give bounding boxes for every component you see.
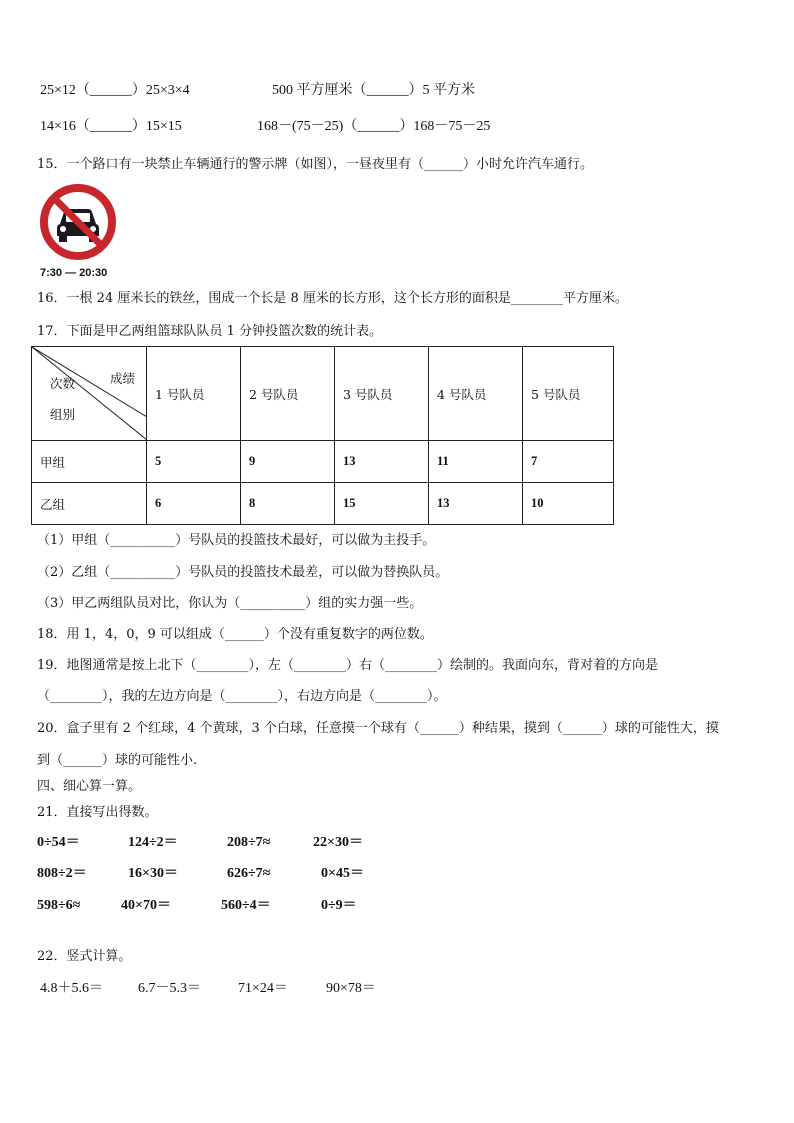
- corner-label-score: 成绩: [110, 371, 136, 386]
- table-cell: 6: [147, 483, 241, 525]
- question-17: 17．下面是甲乙两组篮球队队员 1 分钟投篮次数的统计表。: [37, 324, 383, 339]
- compare-2b: 168－(75－25)（______）168－75－25: [257, 119, 491, 134]
- question-17-sub-3: （3）甲乙两组队员对比，你认为（__________）组的实力强一些。: [37, 596, 423, 611]
- calc-item: 22×30＝: [313, 835, 363, 850]
- table-cell: 8: [241, 483, 335, 525]
- calc-item: 0÷9＝: [321, 898, 357, 913]
- stats-table: [31, 346, 614, 525]
- header-cell: 3 号队员: [335, 347, 429, 441]
- table-row: [32, 483, 614, 525]
- vertical-calc-item: 4.8＋5.6＝: [40, 981, 103, 996]
- table-corner-cell: [32, 347, 147, 441]
- corner-label-count: 次数: [50, 376, 76, 391]
- table-cell: 15: [335, 483, 429, 525]
- header-cell: 4 号队员: [429, 347, 523, 441]
- question-22-title: 22．竖式计算。: [37, 949, 132, 964]
- calc-item: 40×70＝: [121, 898, 171, 913]
- table-cell: 10: [523, 483, 614, 525]
- calc-item: 0÷54＝: [37, 835, 80, 850]
- compare-1b: 500 平方厘米（______）5 平方米: [272, 83, 475, 98]
- calc-item: 808÷2＝: [37, 866, 87, 881]
- question-16: 16．一根 24 厘米长的铁丝，围成一个长是 8 厘米的长方形，这个长方形的面积是________平方厘米。: [37, 291, 628, 306]
- question-19-line-2: （________），我的左边方向是（________），右边方向是（________）。: [37, 689, 447, 704]
- table-cell: 13: [335, 441, 429, 483]
- table-header-row: [32, 347, 614, 441]
- calc-item: 16×30＝: [128, 866, 178, 881]
- calc-item: 598÷6≈: [37, 898, 81, 913]
- group-label: 甲组: [32, 441, 147, 483]
- table-cell: 9: [241, 441, 335, 483]
- question-21-title: 21．直接写出得数。: [37, 805, 158, 820]
- section-4-title: 四、细心算一算。: [37, 779, 142, 794]
- calc-item: 0×45＝: [321, 866, 364, 881]
- question-19-line-1: 19．地图通常是按上北下（________），左（________）右（________）绘制的。我面向东，背对着的方向是: [37, 658, 659, 673]
- question-15: 15．一个路口有一块禁止车辆通行的警示牌（如图），一昼夜里有（______）小时允许汽车通行。: [37, 157, 594, 172]
- header-cell: 2 号队员: [241, 347, 335, 441]
- group-label: 乙组: [32, 483, 147, 525]
- diagonal-lines: [32, 347, 147, 440]
- compare-2a: 14×16（______）15×15: [40, 119, 182, 134]
- corner-label-group: 组别: [50, 407, 76, 422]
- vertical-calc-item: 6.7－5.3＝: [138, 981, 201, 996]
- vertical-calc-item: 90×78＝: [326, 981, 376, 996]
- question-20-line-2: 到（______）球的可能性小.: [37, 753, 198, 768]
- sign-time: 7:30 — 20:30: [40, 267, 108, 279]
- calc-item: 560÷4＝: [221, 898, 271, 913]
- calc-item: 124÷2＝: [128, 835, 178, 850]
- question-20-line-1: 20．盒子里有 2 个红球，4 个黄球，3 个白球，任意摸一个球有（______）种结果，摸到（______）球的可能性大，摸: [37, 721, 719, 736]
- question-17-sub-2: （2）乙组（__________）号队员的投篮技术最差，可以做为替换队员。: [37, 565, 449, 580]
- table-cell: 7: [523, 441, 614, 483]
- vertical-calc-item: 71×24＝: [238, 981, 288, 996]
- table-row: [32, 441, 614, 483]
- no-vehicles-sign-icon: [38, 182, 118, 262]
- question-17-sub-1: （1）甲组（__________）号队员的投篮技术最好，可以做为主投手。: [37, 533, 436, 548]
- table-cell: 5: [147, 441, 241, 483]
- table-cell: 11: [429, 441, 523, 483]
- header-cell: 1 号队员: [147, 347, 241, 441]
- table-cell: 13: [429, 483, 523, 525]
- compare-1a: 25×12（______）25×3×4: [40, 83, 190, 98]
- calc-item: 626÷7≈: [227, 866, 271, 881]
- header-cell: 5 号队员: [523, 347, 614, 441]
- calc-item: 208÷7≈: [227, 835, 271, 850]
- question-18: 18．用 1，4，0，9 可以组成（______）个没有重复数字的两位数。: [37, 627, 433, 642]
